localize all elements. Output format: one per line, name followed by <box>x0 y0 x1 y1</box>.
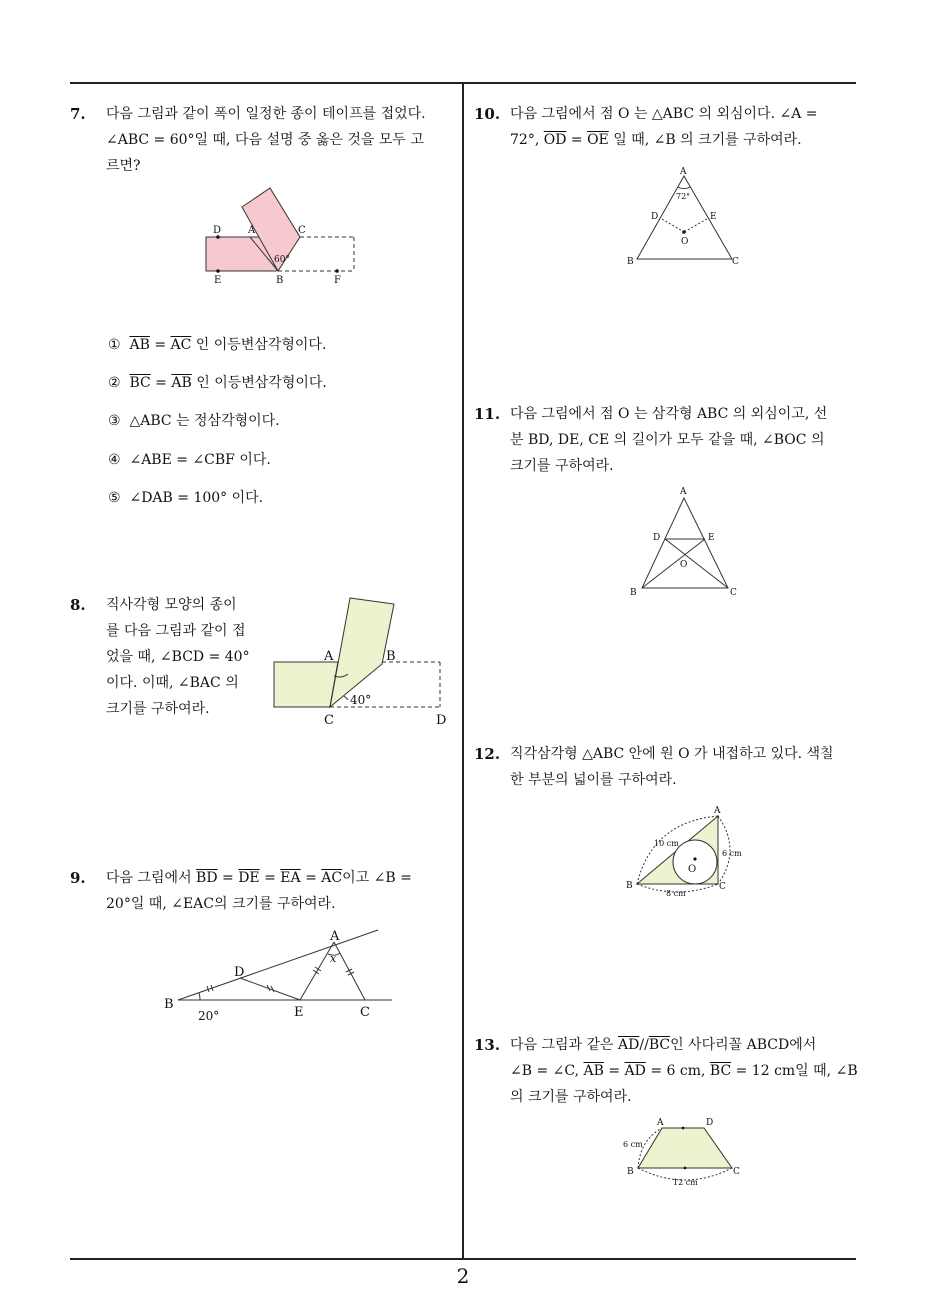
problem-number: 11. <box>474 405 501 423</box>
problem-number: 7. <box>70 105 86 123</box>
figure-13 <box>618 1112 748 1192</box>
problem-number: 10. <box>474 105 501 123</box>
label-C: C <box>324 713 334 728</box>
angle-label: 72° <box>676 192 691 201</box>
figure-7 <box>190 185 370 285</box>
problem-text: 직사각형 모양의 종이 를 다음 그림과 같이 접 었을 때, ∠BCD = 40° 이다. 이때, ∠BAC 의 크기를 구하여라. <box>106 597 250 717</box>
bottom-rule <box>70 1258 856 1260</box>
label-D: D <box>234 965 245 980</box>
problem-text: 다음 그림에서 점 O 는 삼각형 ABC 의 외심이고, 선 분 BD, DE, CE 의 길이가 모두 같을 때, ∠BOC 의 크기를 구하여라. <box>510 406 828 474</box>
label-D: D <box>651 212 659 222</box>
label-B: B <box>276 275 284 285</box>
problem-text: 직각삼각형 △ABC 안에 원 O 가 내접하고 있다. 색칠 한 부분의 넓이를 구하여라. <box>510 746 834 788</box>
unknown-x: x <box>330 952 337 965</box>
figure-9 <box>160 922 400 1027</box>
choice-3: ③ △ABC 는 정삼각형이다. <box>108 413 280 429</box>
problem-11 <box>474 401 858 479</box>
problem-9 <box>70 865 460 917</box>
label-B: B <box>386 649 396 664</box>
label-D: D <box>436 713 447 728</box>
dim-vertical: 6 cm <box>722 849 742 858</box>
label-B: B <box>164 997 174 1012</box>
dim-base: 12 cm <box>673 1178 698 1187</box>
label-F: F <box>334 275 341 285</box>
choice-2: ② $\overline{BC} = \overline{AB}$ 인 이등변삼각형이다. <box>108 375 327 391</box>
figure-8 <box>268 592 458 732</box>
problem-text: 다음 그림과 같은 $\overline{AD}//\overline{BC}$인 사다리꼴 ABCD에서 ∠B = ∠C, $\overline{AB} = \overline{AD} = 6$ cm, $\overline{BC} = 12$ cm일 때, ∠B 의 크기를 구하여라. <box>510 1037 858 1105</box>
problem-8 <box>70 592 270 722</box>
label-B: B <box>626 881 633 891</box>
label-O: O <box>681 237 689 247</box>
problem-13 <box>474 1032 858 1110</box>
problem-number: 13. <box>474 1036 501 1054</box>
dim-hypotenuse: 10 cm <box>654 839 679 848</box>
problem-text: 다음 그림에서 점 O 는 △ABC 의 외심이다. ∠A = 72°, $\overline{OD} = \overline{OE}$ 일 때, ∠B 의 크기를 구하여라. <box>510 106 818 148</box>
label-A: A <box>714 806 721 816</box>
label-C: C <box>730 588 737 598</box>
problem-12 <box>474 741 858 793</box>
choice-4: ④ ∠ABE = ∠CBF 이다. <box>108 452 271 468</box>
problem-number: 12. <box>474 745 501 763</box>
label-D: D <box>706 1118 714 1128</box>
figure-11 <box>624 482 749 602</box>
dim-base: 8 cm <box>666 889 686 898</box>
column-divider <box>462 82 464 1260</box>
problem-7 <box>70 101 460 179</box>
label-A: A <box>324 649 334 664</box>
page-number: 2 <box>456 1264 470 1288</box>
problem-10 <box>474 101 858 153</box>
angle-label: 20° <box>198 1009 220 1023</box>
label-B: B <box>627 257 634 267</box>
problem-number: 8. <box>70 596 86 614</box>
figure-12 <box>622 802 748 900</box>
label-D: D <box>213 225 222 236</box>
problem-number: 9. <box>70 869 86 887</box>
problem-text: 다음 그림에서 $\overline{BD} = \overline{DE} = \overline{EA} = \overline{AC}$이고 ∠B = 20°일 때, ∠EAC의 크기를 구하여라. <box>106 870 412 912</box>
label-E: E <box>214 275 222 285</box>
label-A: A <box>330 929 340 944</box>
label-C: C <box>733 1167 740 1177</box>
label-O: O <box>680 560 688 570</box>
label-E: E <box>708 533 715 543</box>
label-C: C <box>298 225 306 236</box>
label-O: O <box>688 864 697 875</box>
label-A: A <box>680 167 687 177</box>
label-B: B <box>627 1167 634 1177</box>
text-line: 르면? <box>106 158 141 174</box>
angle-label: 60° <box>274 255 290 265</box>
choice-5: ⑤ ∠DAB = 100° 이다. <box>108 490 264 506</box>
dim-side: 6 cm <box>623 1140 643 1149</box>
label-C: C <box>732 257 739 267</box>
label-D: D <box>653 533 661 543</box>
choice-1: ① $\overline{AB} = \overline{AC}$ 인 이등변삼각형이다. <box>108 337 327 353</box>
figure-10 <box>622 162 747 267</box>
text-line: 다음 그림과 같이 폭이 일정한 종이 테이프를 접었다. <box>106 106 426 122</box>
problem-text <box>106 101 460 179</box>
label-E: E <box>294 1005 304 1020</box>
label-C: C <box>719 882 726 892</box>
label-A: A <box>657 1118 664 1128</box>
label-A: A <box>680 487 687 497</box>
label-E: E <box>710 212 717 222</box>
angle-label: 40° <box>350 693 372 707</box>
text-line: ∠ABC = 60°일 때, 다음 설명 중 옳은 것을 모두 고 <box>106 132 424 148</box>
label-B: B <box>630 588 637 598</box>
label-C: C <box>360 1005 370 1020</box>
label-A: A <box>248 225 256 236</box>
